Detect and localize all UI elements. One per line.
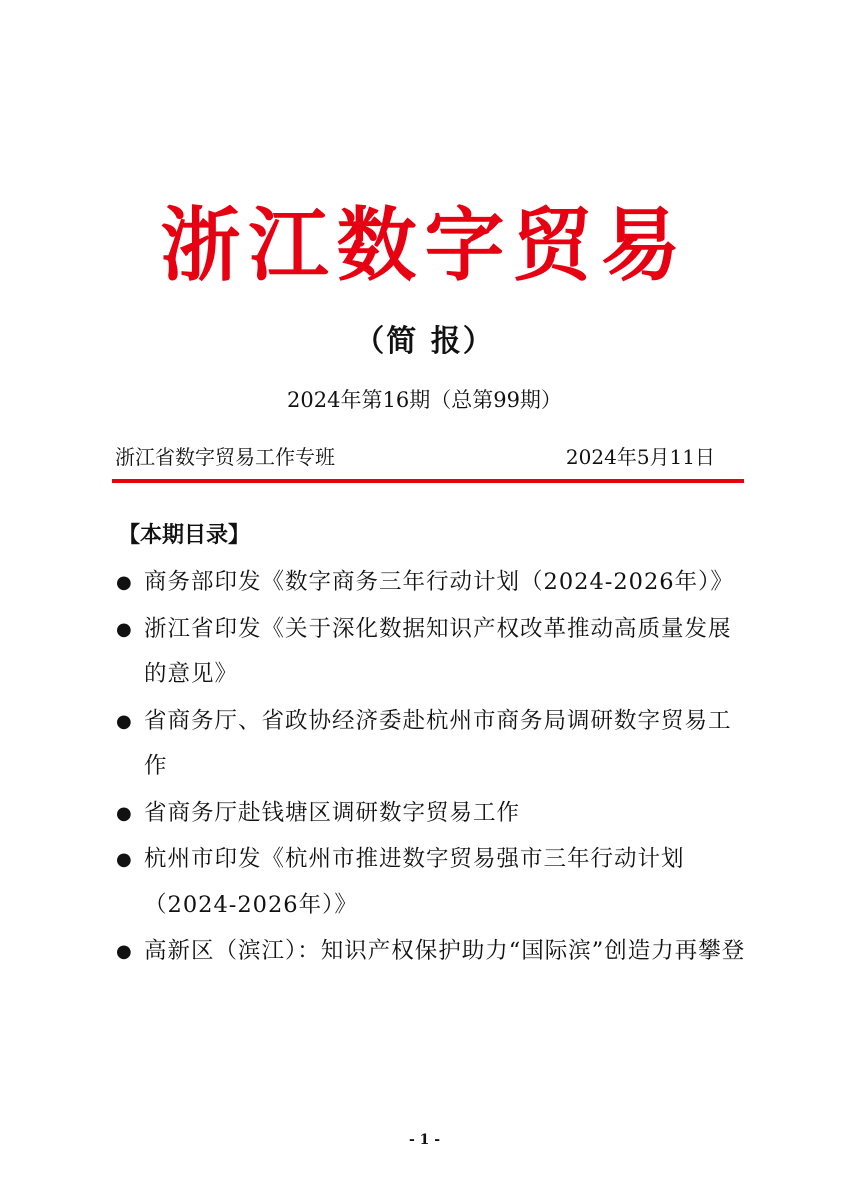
- toc-item[interactable]: [112, 791, 752, 837]
- toc-item-text: 高新区（滨江）：知识产权保护助力“国际滨”创造力再攀登: [144, 938, 746, 964]
- toc-item-text: 商务部印发《数字商务三年行动计划（2024-2026年）》: [144, 569, 734, 595]
- page-number: - 1 -: [408, 1132, 441, 1148]
- toc-item-text: 省商务厅、省政协经济委赴杭州市商务局调研数字贸易工作: [144, 707, 732, 779]
- toc-item[interactable]: [112, 837, 752, 928]
- page-title: 浙江数字贸易: [160, 199, 689, 292]
- toc-item[interactable]: [112, 607, 752, 698]
- issue-number: 2024年第16期（总第99期）: [287, 388, 562, 412]
- bullet-icon: ●: [116, 941, 133, 962]
- bullet-icon: ●: [116, 849, 133, 870]
- issuer-name: 浙江省数字贸易工作专班: [115, 445, 335, 469]
- header-divider: [112, 479, 744, 483]
- toc-item[interactable]: [112, 560, 752, 606]
- toc-heading: 【本期目录】: [118, 523, 251, 548]
- bullet-icon: ●: [116, 572, 133, 593]
- toc-item-text: 杭州市印发《杭州市推进数字贸易强市三年行动计划（2024-2026年）》: [144, 846, 685, 918]
- bullet-icon: ●: [116, 802, 133, 824]
- bullet-icon: ●: [116, 710, 133, 732]
- document-subtitle: （简 报）: [354, 324, 495, 359]
- issue-date: 2024年5月11日: [565, 445, 715, 469]
- toc-list: [112, 560, 752, 976]
- toc-item[interactable]: [112, 699, 752, 790]
- toc-item-text: 省商务厅赴钱塘区调研数字贸易工作: [144, 799, 521, 826]
- toc-item[interactable]: [112, 929, 752, 975]
- bullet-icon: ●: [116, 618, 133, 640]
- toc-item-text: 浙江省印发《关于深化数据知识产权改革推动高质量发展的意见》: [144, 615, 732, 687]
